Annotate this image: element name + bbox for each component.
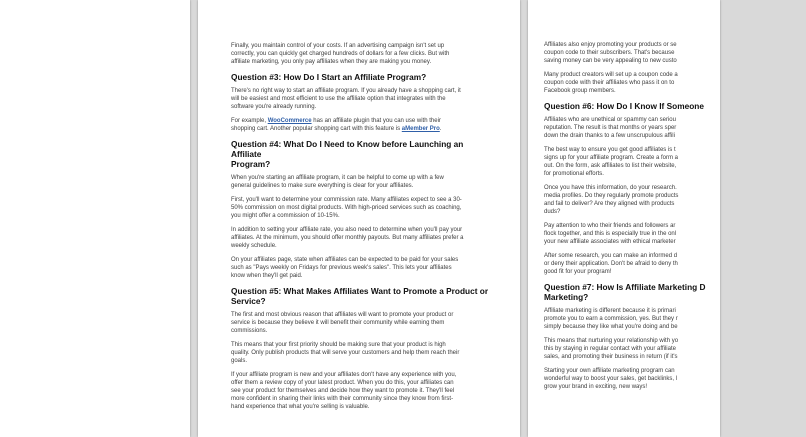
paragraph: [0, 334, 168, 358]
paragraph: This means that nurturing your relationship with yo this by staying in regular contact with your affiliate sales, and promoting their business in return (if it's: [544, 338, 679, 360]
paragraph: Starting your own affiliate marketing program can wonderful way to boost your sales, get backlinks, l grow your brand in exciting, new ways!: [544, 368, 678, 390]
paragraph: [0, 207, 168, 231]
document-page-3: [528, 0, 720, 437]
paragraph: [0, 72, 168, 96]
paragraph: Many product creators will set up a coupon code a coupon code with their affiliates who pass it on to Facebook group members.: [544, 72, 678, 94]
document-page-2: [198, 0, 520, 437]
paragraph: In addition to setting your affiliate rate, you also need to determine when you'll pay your affiliates. At the minimum, you should offer monthly payouts. But many affiliates prefer a weekly schedule.: [231, 227, 464, 249]
woocommerce-link[interactable]: WooCommerce: [267, 118, 312, 124]
section-heading: Question #7: How Is Affiliate Marketing D Marketing?: [544, 282, 706, 302]
paragraph: [0, 102, 168, 126]
paragraph: The best way to ensure you get good affiliates is t signs up for your affiliate program. Create a form a out. On the form, ask affiliates to list their website, for promotional efforts.: [544, 147, 678, 177]
section-heading: Question #6: How Do I Know If Someone: [544, 101, 704, 111]
paragraph: The first and most obvious reason that affiliates will want to promote your product or service is because they believe it will benefit their community while earning them commissions.: [231, 312, 454, 334]
text-run: For example,: [231, 118, 268, 124]
page-title: [0, 44, 168, 64]
paragraph: Finally, you maintain control of your costs. If an advertising campaign isn't set up correctly, you can quickly get charged hundreds of dollars for a few clicks. But with affiliate marketing, you only pay affiliates when they are making you money.: [231, 43, 450, 65]
paragraph: [0, 170, 168, 186]
paragraph: This means that your first priority should be making sure that your product is high quality. Only publish products that will serve your customers and help them reach their goals.: [231, 342, 460, 364]
paragraph: On your affiliates page, state when affiliates can be expected to be paid for your sales such as "Pays weekly on Fridays for previous week's sales". This lets your affiliates know when they'll get paid.: [231, 257, 459, 279]
paragraph: [0, 237, 168, 253]
paragraph: Affiliates who are unethical or spammy can seriou reputation. The result is that months or years sper down the drain thanks to a few unscrupulous affili: [544, 117, 677, 139]
paragraph: Pay attention to who their friends and followers ar flock together, and this is especially true in the onl your new affiliate associates with ethical marketer: [544, 223, 677, 245]
section-heading: [0, 192, 168, 202]
document-page-1: [0, 0, 190, 437]
paragraph: Affiliate marketing is different because it is primari promote you to earn a commission, yes. But they r simply because they like what you're doing and be: [544, 308, 678, 330]
paragraph: Affiliates also enjoy promoting your products or se coupon code to their subscribers. That's because saving money can be very appealing to new custo: [544, 42, 677, 64]
paragraph: [231, 117, 493, 133]
paragraph: There's no right way to start an affiliate program. If you already have a shopping cart, it will be easiest and most efficient to use the affiliate option that integrates with the software you're already running.: [231, 88, 461, 110]
paragraph: If your affiliate program is new and your affiliates don't have any experience with you, offer them a review copy of your latest product. When you do this, your affiliates can see your product for themselves and decide how they want to promote it. They'll feel more confident in sharing their links with their community since they know from first- hand experience that what you're selling is valuable.: [231, 372, 457, 410]
paragraph: Once you have this information, do your research. media profiles. Do they regularly promote products and fail to deliver? Are they aligned with products duds?: [544, 185, 679, 215]
section-heading: Question #3: How Do I Start an Affiliate Program?: [231, 72, 427, 82]
paragraph: When you're starting an affiliate program, it can be helpful to come up with a few general guidelines to make sure everything is clear for your affiliates.: [231, 175, 444, 189]
paragraph: First, you'll want to determine your commission rate. Many affiliates expect to see a 30- 50% commission on most digital products. With high-priced services such as coaching, you might offer a commission of 10-15%.: [231, 197, 462, 219]
paragraph: After some research, you can make an informed d or deny their application. Don't be afraid to deny th good fit for your program!: [544, 253, 678, 275]
paragraph: [0, 304, 168, 328]
paragraph: [0, 132, 168, 164]
page-content: [0, 44, 168, 364]
text-run: has an affiliate plugin that you can use with their shopping cart. Another popular shopping cart with this feature is: [231, 118, 441, 132]
section-heading: [0, 259, 168, 269]
page-content: [231, 42, 493, 417]
section-heading: Question #4: What Do I Need to Know before Launching an Affiliate Program?: [231, 139, 464, 169]
page-content: [544, 41, 806, 397]
text-run: .: [439, 126, 442, 132]
amember-pro-link[interactable]: aMember Pro: [401, 126, 440, 132]
section-heading: Question #5: What Makes Affiliates Want to Promote a Product or Service?: [231, 286, 489, 306]
paragraph: [0, 274, 168, 298]
